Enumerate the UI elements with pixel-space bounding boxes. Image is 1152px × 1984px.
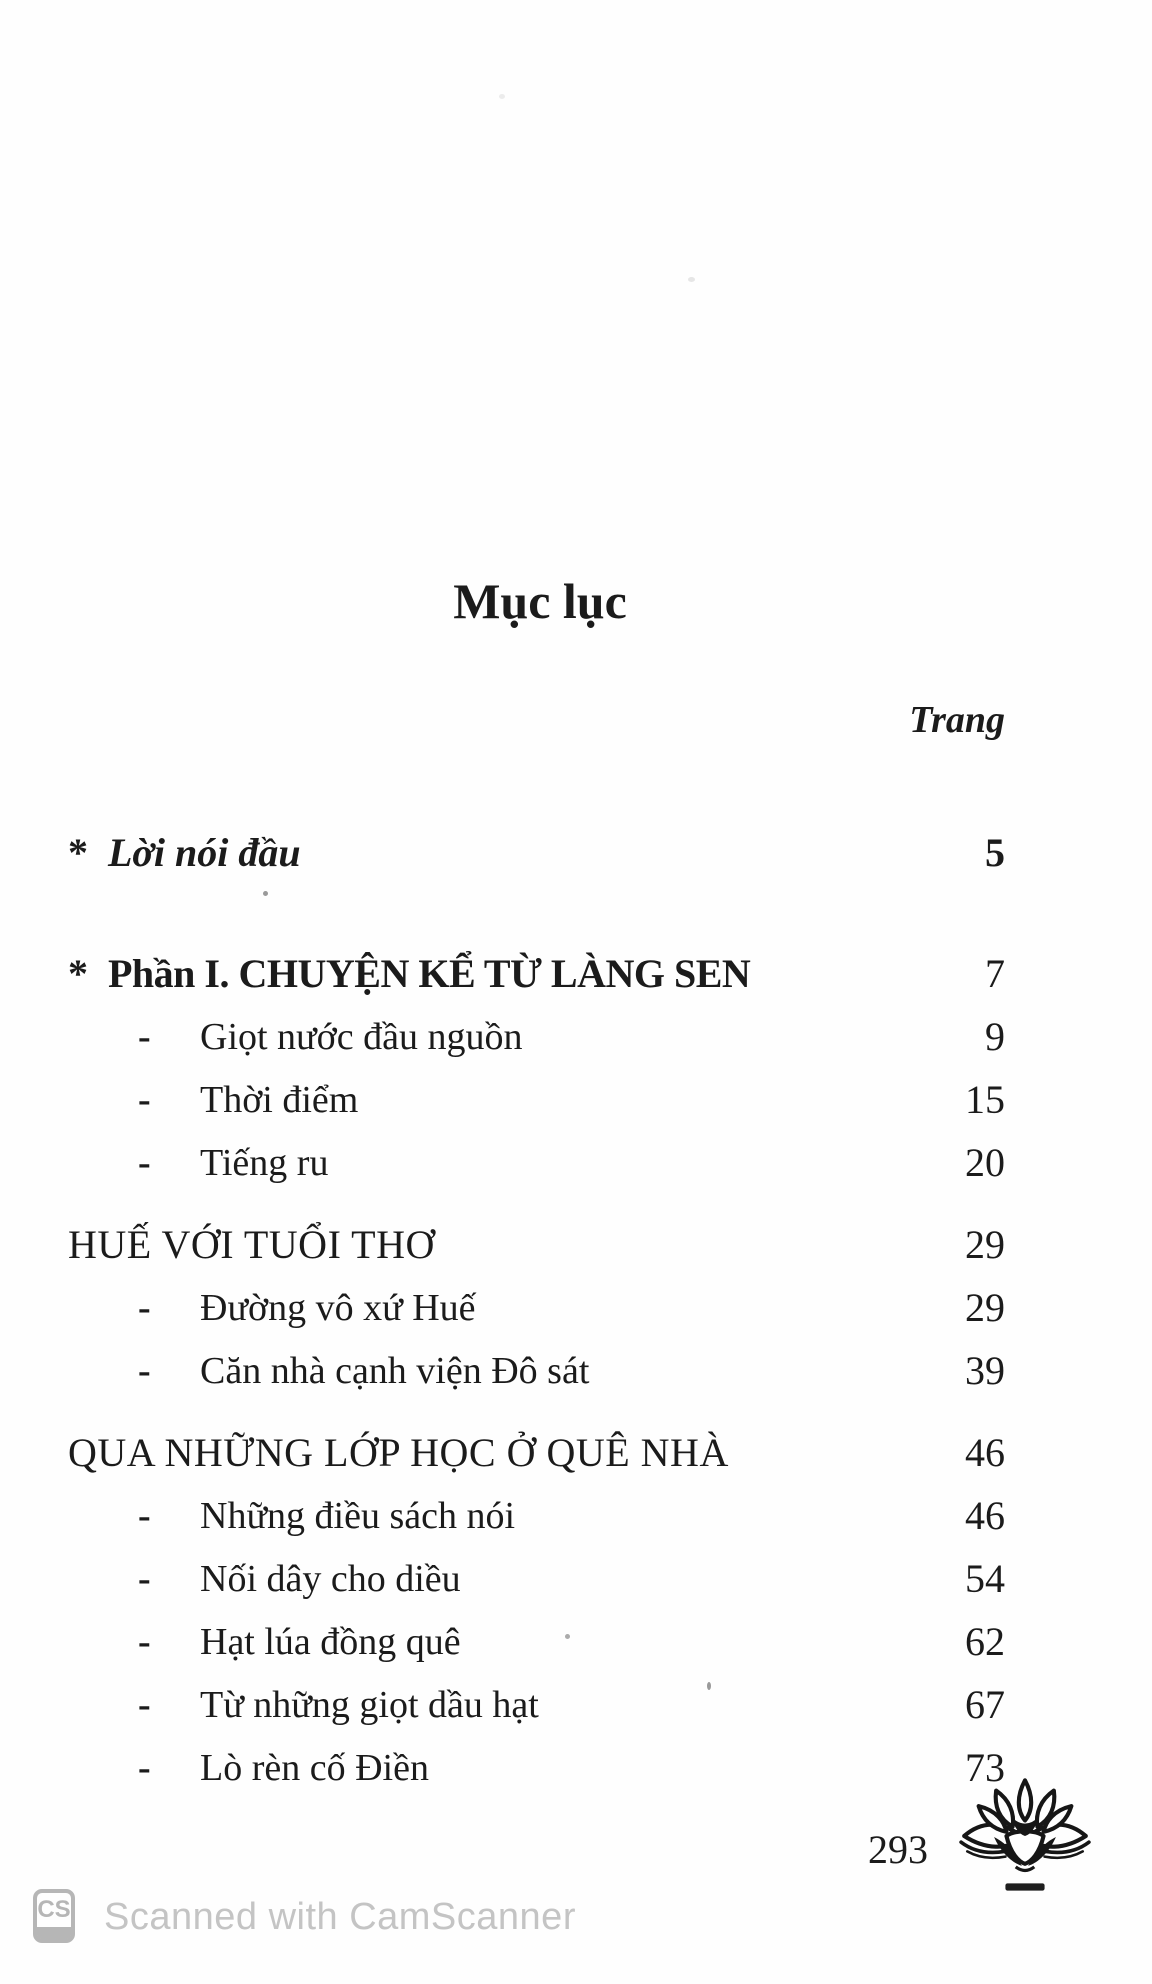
toc-entry-page: 29 [965, 1285, 1005, 1330]
page-column-header: Trang [909, 699, 1005, 741]
toc-entry-page: 54 [965, 1556, 1005, 1601]
toc-entry-label: Những điều sách nói [200, 1495, 516, 1537]
toc-row [68, 1346, 1005, 1409]
toc-row [68, 1554, 1005, 1617]
toc-entry-label: HUẾ VỚI TUỔI THƠ [68, 1222, 435, 1267]
toc-row [68, 1680, 1005, 1743]
toc-entry-label: Nối dây cho diều [200, 1558, 461, 1600]
toc-entry-marker: * [68, 830, 88, 875]
toc-row [68, 1220, 1005, 1283]
toc-row [68, 1491, 1005, 1554]
camscanner-icon-letters: CS [37, 1896, 71, 1923]
toc-entry-page: 9 [985, 1014, 1005, 1059]
toc-entry-marker: - [138, 1747, 151, 1789]
toc-row [68, 1283, 1005, 1346]
toc-entry-label: Lò rèn cố Điền [200, 1747, 429, 1789]
toc-entry-label: Giọt nước đầu nguồn [200, 1016, 523, 1058]
toc-entry-page: 62 [965, 1619, 1005, 1664]
toc-entry-label: Thời điểm [200, 1079, 359, 1121]
page-title: Mục lục [453, 572, 627, 629]
toc-entry-page: 46 [965, 1430, 1005, 1475]
toc-entry-marker: - [138, 1558, 151, 1600]
scan-speck [688, 277, 695, 282]
toc-entry-marker: - [138, 1287, 151, 1329]
toc-list [68, 828, 1005, 1806]
toc-entry-page: 29 [965, 1222, 1005, 1267]
toc-entry-marker: - [138, 1142, 151, 1184]
toc-entry-marker: - [138, 1079, 151, 1121]
watermark-text: Scanned with CamScanner [104, 1896, 576, 1938]
lotus-logo-icon [958, 1776, 1092, 1898]
toc-row [68, 1743, 1005, 1806]
toc-entry-page: 46 [965, 1493, 1005, 1538]
camscanner-icon-strip [37, 1927, 71, 1939]
toc-entry-marker: * [68, 951, 88, 996]
toc-row [68, 1428, 1005, 1491]
toc-entry-label: QUA NHỮNG LỚP HỌC Ở QUÊ NHÀ [68, 1430, 729, 1475]
toc-entry-page: 20 [965, 1140, 1005, 1185]
toc-entry-marker: - [138, 1350, 151, 1392]
toc-row [68, 1012, 1005, 1075]
toc-entry-page: 15 [965, 1077, 1005, 1122]
book-page-number: 293 [868, 1827, 928, 1872]
toc-entry-page: 39 [965, 1348, 1005, 1393]
toc-entry-page: 67 [965, 1682, 1005, 1727]
toc-row [68, 1617, 1005, 1680]
toc-row [68, 1075, 1005, 1138]
toc-entry-page: 73 [965, 1745, 1005, 1790]
camscanner-icon [33, 1889, 75, 1943]
toc-entry-label: Lời nói đầu [108, 830, 301, 875]
toc-entry-marker: - [138, 1621, 151, 1663]
toc-entry-label: Phần I. CHUYỆN KỂ TỪ LÀNG SEN [108, 951, 751, 996]
scan-speck [499, 94, 505, 99]
toc-entry-page: 5 [985, 830, 1005, 875]
toc-entry-label: Tiếng ru [200, 1142, 329, 1184]
toc-entry-label: Đường vô xứ Huế [200, 1287, 476, 1329]
toc-entry-marker: - [138, 1495, 151, 1537]
toc-row [68, 949, 1005, 1012]
toc-entry-page: 7 [985, 951, 1005, 996]
toc-entry-label: Căn nhà cạnh viện Đô sát [200, 1350, 590, 1392]
toc-entry-marker: - [138, 1016, 151, 1058]
toc-entry-label: Hạt lúa đồng quê [200, 1621, 461, 1663]
toc-row [68, 1138, 1005, 1201]
toc-entry-marker: - [138, 1684, 151, 1726]
toc-entry-label: Từ những giọt dầu hạt [200, 1684, 539, 1726]
toc-row [68, 828, 1005, 891]
